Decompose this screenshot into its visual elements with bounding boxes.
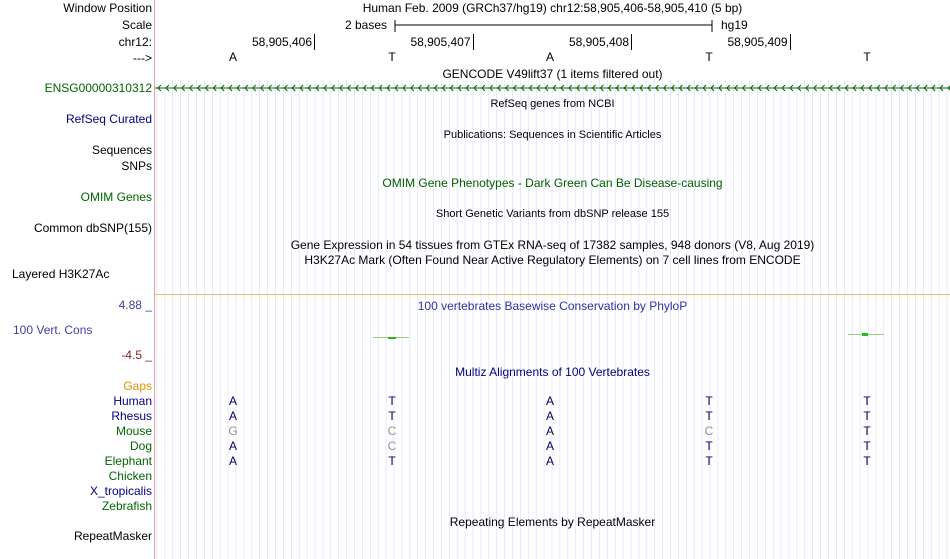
gtex-track-title: Gene Expression in 54 tissues from GTEx RNA-seq of 17382 samples, 948 donors (V8, Aug 2019) (290, 238, 815, 252)
refseq-track-title: RefSeq genes from NCBI (490, 98, 615, 110)
species-label[interactable]: Chicken (108, 469, 152, 483)
track-label-column (0, 0, 154, 559)
sequences-label[interactable]: Sequences (91, 143, 152, 157)
h3k27ac-track-title: H3K27Ac Mark (Often Found Near Active Regulatory Elements) on 7 cell lines from ENCODE (304, 253, 801, 267)
refseq-label[interactable]: RefSeq Curated (65, 112, 152, 126)
scale-assembly: hg19 (721, 18, 748, 32)
alignment-base: A (545, 409, 554, 423)
cons-max-label: 4.88 _ (118, 298, 152, 312)
snps-label[interactable]: SNPs (121, 159, 152, 173)
alignment-base: T (705, 454, 713, 468)
species-label[interactable]: Human (113, 394, 152, 408)
species-label[interactable]: Elephant (104, 454, 152, 468)
alignment-base: A (545, 439, 554, 453)
alignment-base: G (228, 424, 238, 438)
alignment-base: T (863, 409, 871, 423)
reference-base: A (228, 50, 237, 64)
window-position-label: Window Position (63, 1, 152, 15)
species-label[interactable]: Rhesus (111, 409, 152, 423)
strand-label: ---> (133, 51, 152, 65)
ruler-position-label: 58,905,406 (251, 35, 312, 49)
alignment-base: A (228, 394, 237, 408)
species-label[interactable]: Mouse (115, 424, 152, 438)
repeatmasker-label[interactable]: RepeatMasker (73, 529, 152, 543)
alignment-base: T (863, 424, 871, 438)
alignment-base: T (705, 394, 713, 408)
scale-label: Scale (121, 18, 152, 32)
gaps-label[interactable]: Gaps (123, 379, 152, 393)
alignment-base: A (228, 439, 237, 453)
alignment-base: C (704, 424, 714, 438)
phylop-signal-2-peak (862, 333, 868, 336)
scale-bar (394, 18, 714, 34)
chrom-label: chr12: (118, 35, 152, 49)
track-image[interactable] (155, 0, 950, 559)
phylop-track-title: 100 vertebrates Basewise Conservation by PhyloP (417, 299, 688, 313)
alignment-base: T (388, 454, 396, 468)
omim-label[interactable]: OMIM Genes (80, 190, 152, 204)
gencode-track-title: GENCODE V49lift37 (1 items filtered out) (442, 67, 663, 81)
ruler-tick (631, 34, 632, 50)
reference-base: T (863, 50, 871, 64)
alignment-base: C (387, 439, 397, 453)
cons-top-line (155, 294, 950, 295)
alignment-base: T (863, 454, 871, 468)
multiz-track-title: Multiz Alignments of 100 Vertebrates (455, 365, 650, 379)
alignment-base: T (705, 409, 713, 423)
reference-base: T (705, 50, 713, 64)
publications-track-title: Publications: Sequences in Scientific Articles (443, 129, 662, 141)
dbsnp-track-title: Short Genetic Variants from dbSNP release 155 (435, 208, 670, 220)
cons-label[interactable]: 100 Vert. Cons (13, 323, 93, 337)
omim-track-title: OMIM Gene Phenotypes - Dark Green Can Be Disease-causing (382, 176, 723, 190)
alignment-base: A (228, 409, 237, 423)
ruler-tick (314, 34, 315, 50)
reference-base: T (388, 50, 396, 64)
ruler-position-label: 58,905,408 (568, 35, 629, 49)
alignment-base: C (387, 424, 397, 438)
alignment-base: T (705, 439, 713, 453)
ruler-position-label: 58,905,409 (727, 35, 788, 49)
phylop-signal-1-peak (388, 337, 396, 339)
gencode-gene-label[interactable]: ENSG00000310312 (44, 81, 152, 95)
alignment-base: A (545, 394, 554, 408)
species-label[interactable]: X_tropicalis (89, 484, 152, 498)
alignment-base: A (228, 454, 237, 468)
dbsnp-label[interactable]: Common dbSNP(155) (33, 221, 152, 235)
alignment-base: T (388, 409, 396, 423)
ruler-tick (790, 34, 791, 50)
scale-text: 2 bases (345, 18, 388, 32)
assembly-position: Human Feb. 2009 (GRCh37/hg19) chr12:58,905,406-58,905,410 (5 bp) (362, 1, 743, 15)
repeatmasker-track-title: Repeating Elements by RepeatMasker (449, 515, 656, 529)
h3k27ac-label[interactable]: Layered H3K27Ac (12, 267, 110, 281)
alignment-base: T (863, 394, 871, 408)
alignment-base: A (545, 454, 554, 468)
gencode-gene-line[interactable] (155, 82, 950, 94)
ruler-tick (473, 34, 474, 50)
reference-base: A (545, 50, 554, 64)
species-label[interactable]: Zebrafish (101, 499, 152, 513)
alignment-base: T (863, 439, 871, 453)
cons-min-label: -4.5 _ (121, 348, 152, 362)
species-label[interactable]: Dog (129, 439, 152, 453)
ruler-position-label: 58,905,407 (410, 35, 471, 49)
alignment-base: T (388, 394, 396, 408)
base-grid-lines (155, 80, 950, 559)
alignment-base: A (545, 424, 554, 438)
